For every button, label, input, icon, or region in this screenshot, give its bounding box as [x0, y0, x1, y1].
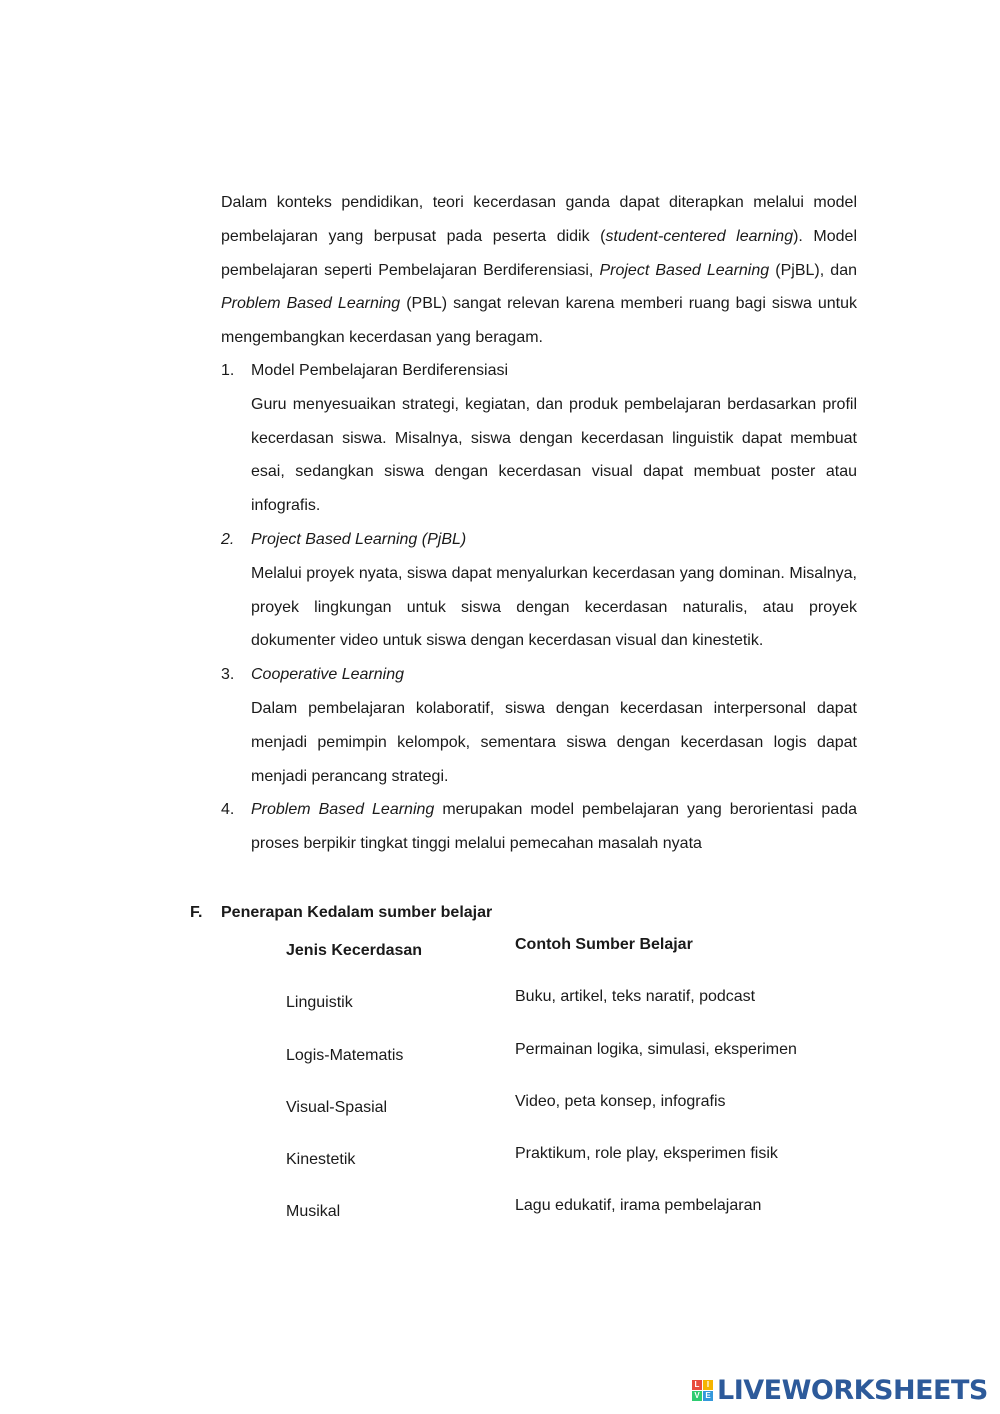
- table-cell: Logis-Matematis: [286, 1046, 404, 1064]
- list-item-body: Guru menyesuaikan strategi, kegiatan, dan produk pembelajaran berdasarkan profil kecerdasan siswa. Misalnya, siswa dengan kecerdasan linguistik dapat membuat esai, sedangkan siswa dengan kecerdasan visual dapat membuat poster atau infografis.: [251, 395, 857, 515]
- table-row: [286, 1143, 846, 1195]
- intro-paragraph: [221, 186, 857, 355]
- intro-text-2: ). Model pembelajaran seperti Pembelajaran Berdiferensiasi,: [221, 227, 858, 279]
- table-row: [286, 1091, 846, 1143]
- table-header-row: [286, 934, 846, 986]
- section-title: Penerapan Kedalam sumber belajar: [221, 904, 493, 921]
- table-cell: Buku, artikel, teks naratif, podcast: [515, 988, 756, 1006]
- liveworksheets-logo[interactable]: [692, 1375, 988, 1405]
- list-item: [221, 523, 857, 658]
- section-letter: F.: [190, 904, 203, 921]
- logo-mark-letter: E: [703, 1391, 713, 1401]
- list-number: 2.: [221, 530, 235, 548]
- logo-mark-letter: I: [703, 1380, 713, 1390]
- list-item-body: Dalam pembelajaran kolaboratif, siswa dengan kecerdasan interpersonal dapat menjadi pemimpin kelompok, sementara siswa dengan kecerdasan logis dapat menjadi perancang strategi.: [251, 699, 857, 785]
- intro-term-student-centered: student-centered learning: [605, 227, 794, 245]
- section-heading: [190, 898, 492, 928]
- intro-text-4: (PBL) sangat relevan karena memberi ruang bagi siswa untuk mengembangkan kecerdasan yang beragam.: [221, 295, 857, 347]
- table-row: [286, 1039, 846, 1091]
- list-number: 4.: [221, 801, 235, 819]
- model-list: [221, 354, 857, 861]
- list-item-body: [251, 793, 857, 861]
- table-cell: Praktikum, role play, eksperimen fisik: [515, 1145, 778, 1163]
- table-cell: Video, peta konsep, infografis: [515, 1092, 726, 1110]
- logo-mark-letter: L: [692, 1380, 702, 1390]
- table-cell: Lagu edukatif, irama pembelajaran: [515, 1197, 762, 1215]
- list-item: [221, 354, 857, 523]
- intro-term-pjbl: Project Based Learning: [599, 261, 770, 279]
- list-item-text: merupakan model pembelajaran yang berorientasi pada proses berpikir tingkat tinggi melalui pemecahan masalah nyata: [251, 801, 857, 853]
- list-number: 1.: [221, 362, 235, 379]
- table-cell: Musikal: [286, 1203, 341, 1221]
- table-row: [286, 986, 846, 1038]
- list-item-title: Model Pembelajaran Berdiferensiasi: [251, 362, 509, 379]
- intro-term-pbl: Problem Based Learning: [221, 295, 401, 313]
- list-item-title: Project Based Learning (PjBL): [251, 530, 467, 548]
- intro-text-1: Dalam konteks pendidikan, teori kecerdasan ganda dapat diterapkan melalui model pembelajaran yang berpusat pada peserta didik (: [221, 194, 857, 245]
- table-row: [286, 1195, 846, 1247]
- list-item-body: Melalui proyek nyata, siswa dapat menyalurkan kecerdasan yang dominan. Misalnya, proyek lingkungan untuk siswa dengan kecerdasan naturalis, atau proyek dokumenter video untuk siswa dengan kecerdasan visual dan kinestetik.: [251, 564, 857, 650]
- list-item-title: Problem Based Learning: [251, 801, 435, 819]
- table-cell: Permainan logika, simulasi, eksperimen: [515, 1040, 797, 1058]
- column-header: Contoh Sumber Belajar: [515, 936, 693, 953]
- list-item: [221, 793, 857, 861]
- logo-mark-icon: [692, 1380, 713, 1401]
- list-item: [221, 658, 857, 793]
- table-cell: Kinestetik: [286, 1151, 356, 1169]
- table-cell: Visual-Spasial: [286, 1098, 388, 1116]
- list-item-title: Cooperative Learning: [251, 666, 404, 684]
- intro-text-3: (PjBL), dan: [769, 261, 857, 279]
- column-header: Jenis Kecerdasan: [286, 942, 423, 959]
- table-cell: Linguistik: [286, 994, 353, 1012]
- logo-text: LIVEWORKSHEETS: [717, 1374, 988, 1406]
- learning-resources-table: [286, 934, 846, 1248]
- logo-mark-letter: V: [692, 1391, 702, 1401]
- list-number: 3.: [221, 666, 235, 684]
